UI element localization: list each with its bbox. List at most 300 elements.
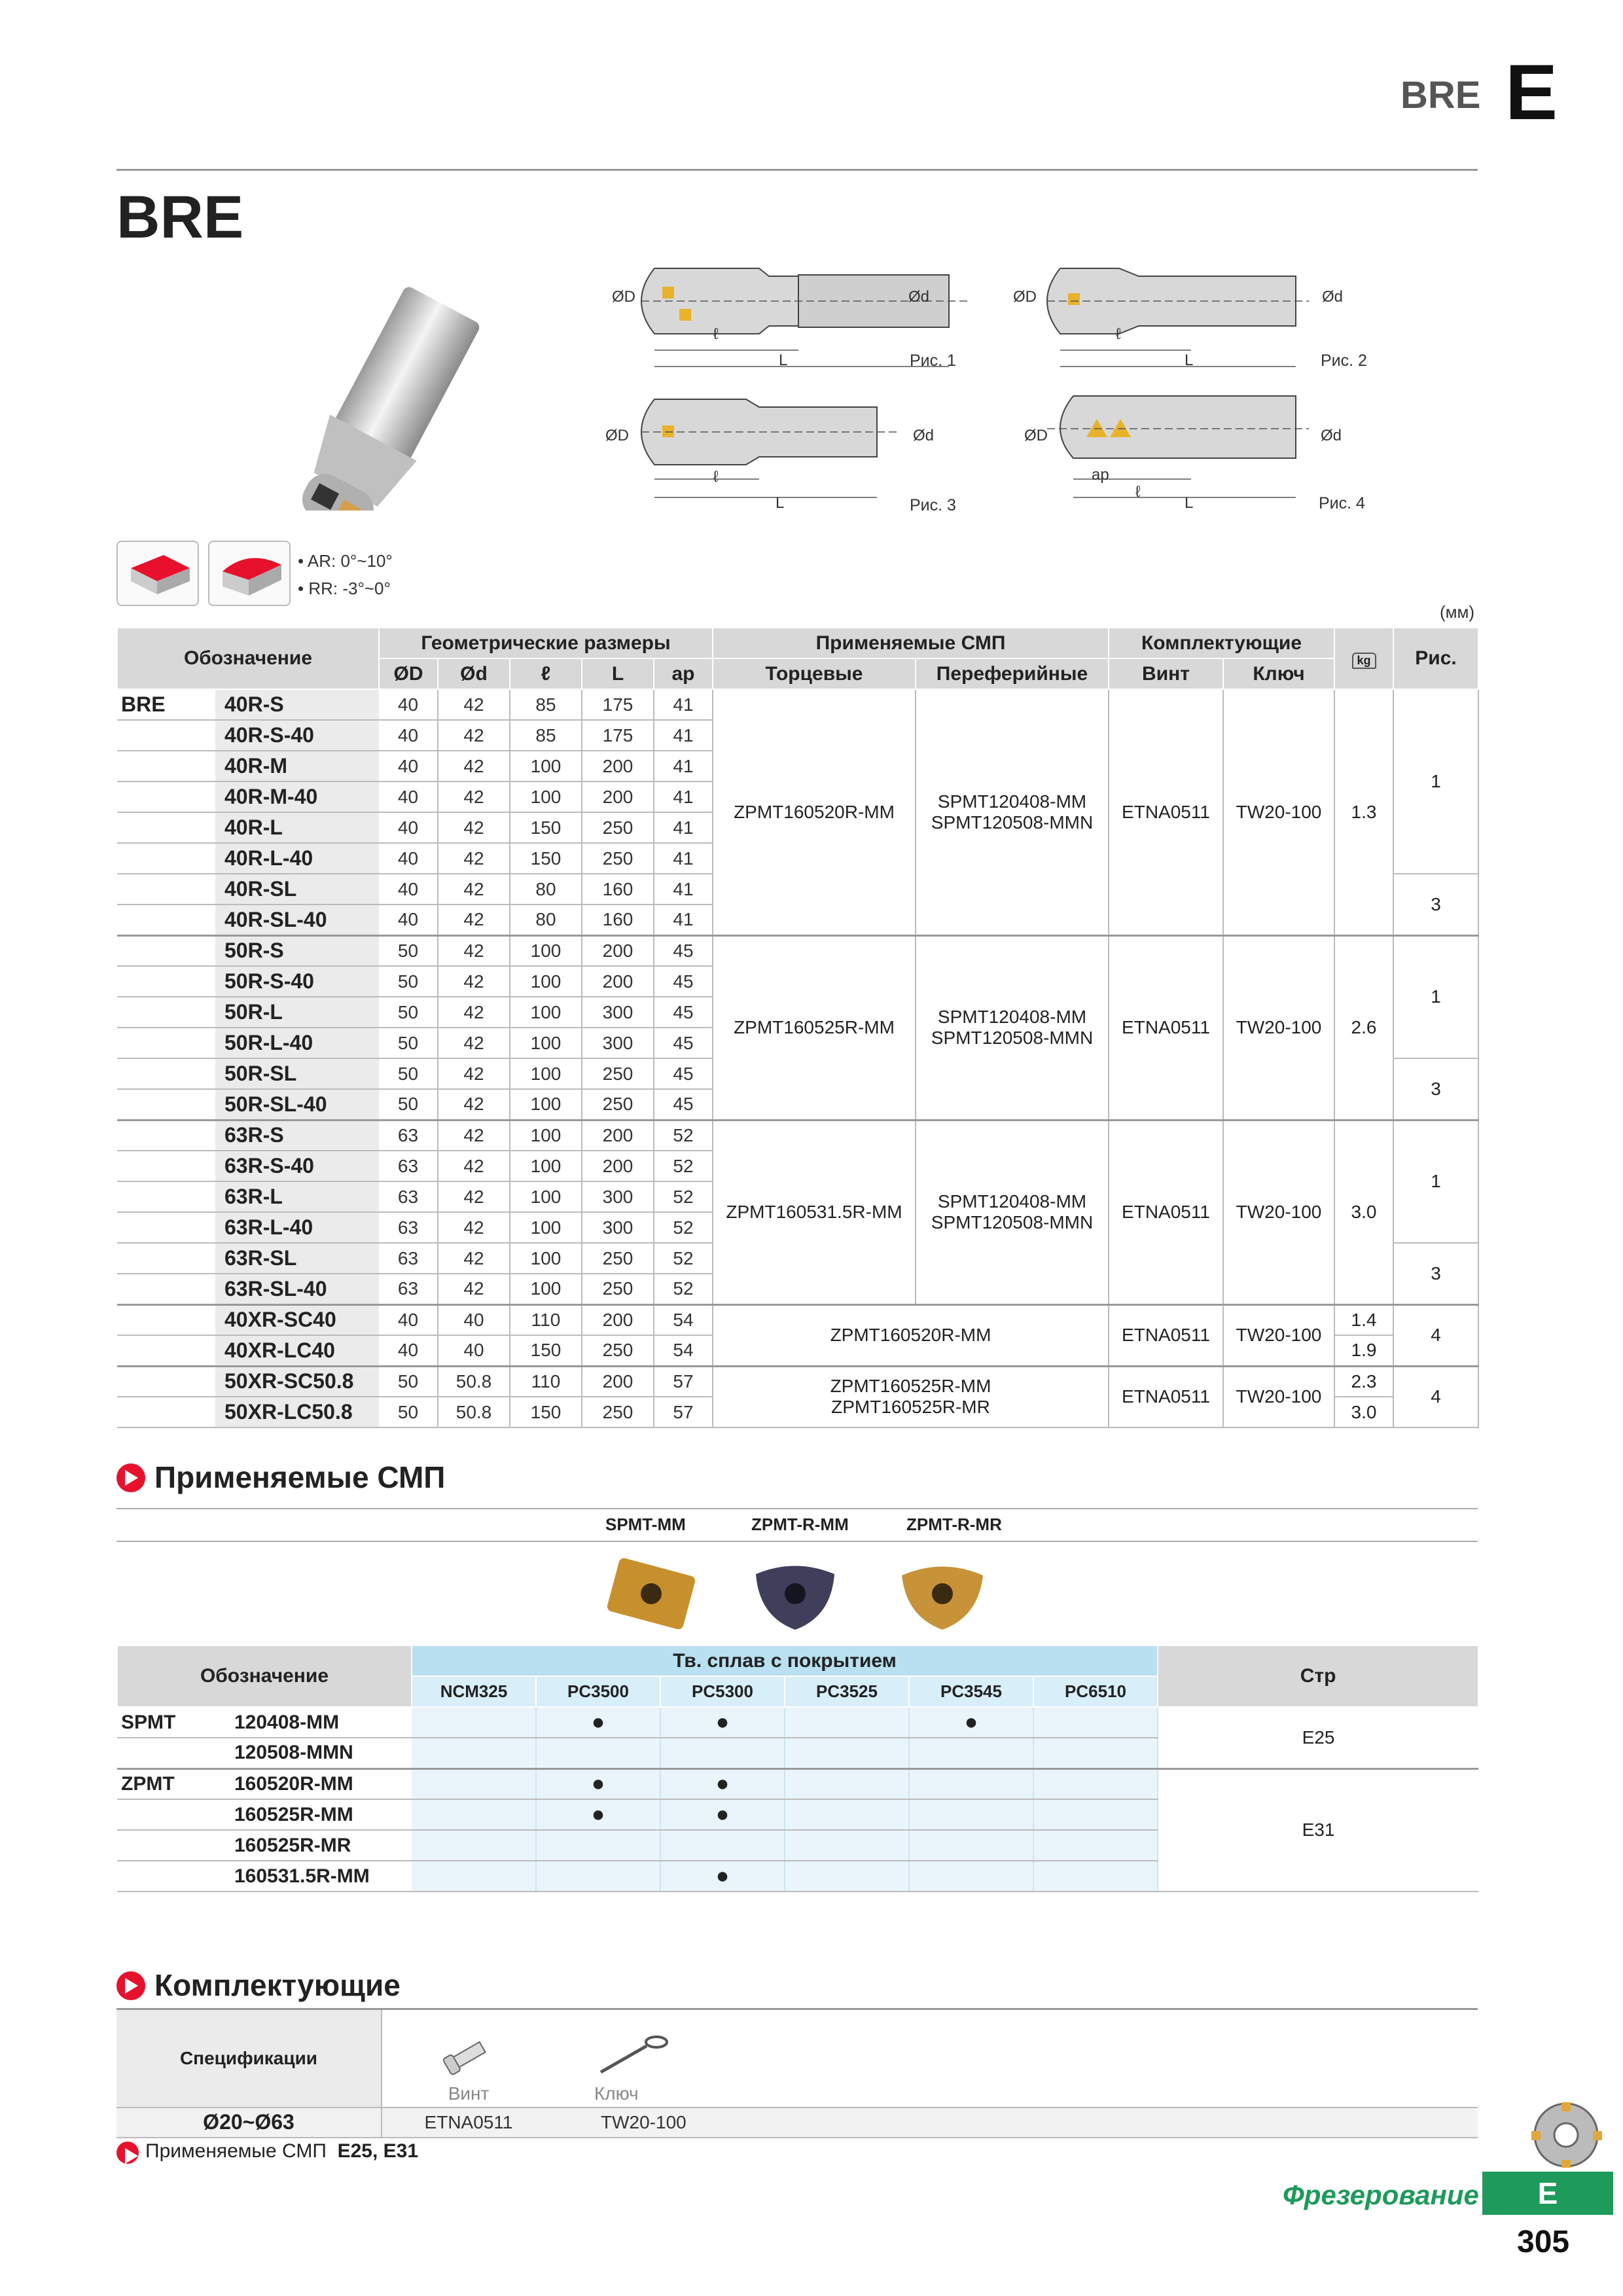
col-fig: Рис. [1393,628,1478,689]
row-series [117,843,215,874]
fig4-dim-L: L [1185,494,1194,512]
cell-D: 63 [379,1181,438,1212]
section-arrow-icon [116,1463,145,1492]
cell-L: 300 [582,997,654,1028]
grade-row-code: 160520R-MM [225,1768,412,1799]
acc-screw: ETNA0511 [382,2108,555,2138]
grade-cell [1033,1799,1158,1830]
fig2-dim-d: Ød [1322,288,1344,306]
row-code: 63R-SL-40 [215,1274,379,1304]
row-series [117,1120,215,1151]
cell-weight: 1.3 [1334,689,1393,935]
cell-ap: 41 [654,781,713,812]
cell-ap: 45 [654,935,713,966]
grade-col-page: Стр [1158,1645,1478,1707]
cell-L: 250 [582,1243,654,1274]
cell-d: 50.8 [438,1366,510,1397]
availability-dot: ● [715,1863,730,1888]
row-series [117,1274,215,1304]
grade-row-code: 120408-MM [225,1707,412,1738]
grade-cell [909,1861,1033,1892]
row-code: 50XR-LC50.8 [215,1397,379,1427]
row-series [117,812,215,843]
row-series [117,1397,215,1427]
cell-fig: 3 [1393,1243,1478,1304]
cell-l: 110 [510,1304,582,1335]
cell-l: 85 [510,720,582,751]
cell-L: 200 [582,966,654,997]
row-series [117,1304,215,1335]
cell-weight: 2.6 [1334,935,1393,1120]
grade-cell [1033,1738,1158,1768]
grade-row-code: 160525R-MM [225,1799,412,1830]
divider [116,1508,1478,1509]
cell-L: 250 [582,812,654,843]
cell-l: 100 [510,997,582,1028]
cell-D: 63 [379,1212,438,1243]
col-designation: Обозначение [117,628,379,689]
fig1-dim-L: L [779,351,788,369]
row-series [117,905,215,935]
section-tab: E [1482,2172,1613,2215]
row-series [117,874,215,905]
cell-l: 100 [510,1274,582,1304]
inserts-section-title: Применяемые СМП [154,1460,446,1494]
grade-cell [660,1768,785,1799]
grade-cell [1033,1768,1158,1799]
cell-L: 250 [582,1089,654,1120]
grade-row-code: 160531.5R-MM [225,1861,412,1892]
table-row [117,1768,1478,1799]
grade-row-series [117,1861,225,1892]
milling-cutter-icon [1517,2100,1615,2170]
row-series [117,1212,215,1243]
fig4-dim-d: Ød [1321,427,1342,444]
cell-screw: ETNA0511 [1109,1304,1223,1366]
cell-l: 85 [510,689,582,720]
screw-icon [439,2033,498,2079]
acc-spec-label: Спецификации [116,2009,382,2108]
cell-d: 42 [438,812,510,843]
footnote [145,2140,418,2162]
cell-l: 80 [510,905,582,935]
peri-insert-1: SPMT120408-MM [937,1007,1087,1027]
acc-key: TW20-100 [555,2108,1478,2138]
grade-cell [785,1830,909,1861]
grade-cell [660,1799,785,1830]
cell-D: 50 [379,935,438,966]
cell-fig: 3 [1393,1058,1478,1120]
cell-key: TW20-100 [1223,935,1334,1120]
main-spec-table [116,627,1479,1428]
cell-face-insert: ZPMT160520R-MM [713,689,916,935]
cell-l: 100 [510,781,582,812]
table-row [117,1304,1478,1335]
cell-D: 50 [379,1397,438,1427]
cell-ap: 57 [654,1366,713,1397]
angle-ar: • AR: 0°~10° [298,551,393,571]
grade-row-series [117,1799,225,1830]
cell-D: 40 [379,1335,438,1366]
cell-l: 100 [510,1058,582,1089]
cell-ap: 52 [654,1151,713,1181]
cell-l: 150 [510,843,582,874]
cell-weight: 3.0 [1334,1120,1393,1304]
row-series [117,751,215,781]
divider [116,1541,1478,1542]
cell-D: 50 [379,997,438,1028]
grade-cell [1033,1707,1158,1738]
fig3-dim-L: L [776,494,785,512]
row-code: 50R-S-40 [215,966,379,997]
cell-d: 42 [438,1028,510,1058]
fig1-dim-d: Ød [908,288,930,306]
row-code: 63R-L-40 [215,1212,379,1243]
col-geometry: Геометрические размеры [379,628,713,658]
row-code: 40R-S-40 [215,720,379,751]
row-series [117,1151,215,1181]
availability-dot: ● [715,1771,730,1797]
fig4-label: Рис. 4 [1319,494,1365,512]
cell-d: 42 [438,781,510,812]
cell-l: 100 [510,1028,582,1058]
cell-D: 50 [379,1366,438,1397]
col-accessories: Комплектующие [1109,628,1334,658]
row-code: 40R-S [215,689,379,720]
grade-cell [412,1861,536,1892]
cell-fig: 1 [1393,1120,1478,1243]
row-code: 40R-M-40 [215,781,379,812]
cell-d: 42 [438,843,510,874]
table-row [117,1120,1478,1151]
cell-L: 200 [582,781,654,812]
subcol-1: Ød [438,658,510,689]
subcol-7: Винт [1109,658,1223,689]
fig1-dim-D: ØD [612,288,635,306]
cell-l: 110 [510,1366,582,1397]
row-series [117,997,215,1028]
section-milling-label: Фрезерование [1283,2179,1479,2210]
cell-D: 40 [379,1304,438,1335]
cell-L: 300 [582,1028,654,1058]
cell-ap: 45 [654,1058,713,1089]
acc-range: Ø20~Ø63 [116,2108,382,2138]
axial-rake-icon [116,541,199,606]
cell-L: 250 [582,1397,654,1427]
grade-cell [785,1738,909,1768]
cell-key: TW20-100 [1223,689,1334,935]
row-series: BRE [117,689,215,720]
grade-row-code: 160525R-MR [225,1830,412,1861]
grade-row-series: SPMT [117,1707,225,1738]
row-series [117,781,215,812]
cell-d: 42 [438,1212,510,1243]
cell-D: 40 [379,781,438,812]
cell-d: 42 [438,905,510,935]
row-code: 40R-SL-40 [215,905,379,935]
peri-insert-2: SPMT120508-MMN [931,1028,1094,1048]
cell-l: 150 [510,1335,582,1366]
fig2-label: Рис. 2 [1321,351,1367,370]
cell-l: 150 [510,1397,582,1427]
cell-d: 42 [438,751,510,781]
cell-d: 40 [438,1304,510,1335]
subcol-8: Ключ [1223,658,1334,689]
row-series [117,1366,215,1397]
section-arrow-icon [116,1971,145,2000]
acc-key-label: Ключ [594,2083,639,2104]
cell-d: 42 [438,997,510,1028]
row-code: 50XR-SC50.8 [215,1366,379,1397]
grade-cell [412,1707,536,1738]
cell-d: 42 [438,1181,510,1212]
grade-cell [785,1799,909,1830]
table-row [117,689,1478,720]
weight-icon: kg [1352,653,1376,669]
peri-insert-2: SPMT120508-MMN [931,1212,1094,1232]
grade-cell [909,1799,1033,1830]
grade-page-spmt: E25 [1158,1707,1478,1768]
unit-label: (мм) [1440,602,1475,622]
cell-ap: 45 [654,966,713,997]
cell-L: 200 [582,751,654,781]
row-code: 50R-SL-40 [215,1089,379,1120]
cell-L: 175 [582,720,654,751]
fig2-dim-D: ØD [1013,288,1037,306]
cell-D: 50 [379,1028,438,1058]
tool-photo [164,249,504,511]
cell-d: 42 [438,720,510,751]
angle-rr: • RR: -3°~0° [298,579,391,598]
row-code: 63R-S [215,1120,379,1151]
grade-cell [660,1738,785,1768]
fig4-dim-D: ØD [1024,427,1048,444]
cell-ap: 52 [654,1181,713,1212]
cell-d: 42 [438,1151,510,1181]
cell-l: 100 [510,966,582,997]
grade-row-series [117,1830,225,1861]
cell-fig: 1 [1393,689,1478,874]
col-inserts: Применяемые СМП [713,628,1109,658]
grade-row-code: 120508-MMN [225,1738,412,1768]
grade-cell [1033,1830,1158,1861]
grade-0: NCM325 [412,1676,536,1707]
grade-col-coated: Тв. сплав с покрытием [412,1645,1158,1676]
cell-screw: ETNA0511 [1109,1120,1223,1304]
grade-2: PC5300 [660,1676,785,1707]
subcol-2: ℓ [510,658,582,689]
row-series [117,1089,215,1120]
grade-cell [536,1799,660,1830]
cell-L: 250 [582,843,654,874]
cell-ap: 45 [654,997,713,1028]
cell-d: 42 [438,874,510,905]
cell-ap: 41 [654,843,713,874]
cell-ap: 52 [654,1212,713,1243]
fig3-label: Рис. 3 [910,496,956,514]
cell-D: 40 [379,751,438,781]
availability-dot: ● [591,1710,605,1734]
fig1-label: Рис. 1 [910,351,956,370]
grade-cell [660,1707,785,1738]
row-code: 50R-L [215,997,379,1028]
cell-D: 63 [379,1243,438,1274]
cell-d: 42 [438,1089,510,1120]
grade-row-series: ZPMT [117,1768,225,1799]
row-series [117,966,215,997]
cell-L: 160 [582,874,654,905]
cell-L: 200 [582,1366,654,1397]
cell-D: 50 [379,1089,438,1120]
fig1-dim-l: ℓ [713,325,719,343]
grade-cell [909,1738,1033,1768]
grade-cell [536,1768,660,1799]
fig2-dim-l: ℓ [1116,325,1121,343]
row-code: 63R-S-40 [215,1151,379,1181]
cell-D: 40 [379,874,438,905]
cell-l: 100 [510,1120,582,1151]
cell-key: TW20-100 [1223,1120,1334,1304]
page-title: BRE [116,184,244,251]
subcol-3: L [582,658,654,689]
radial-rake-icon [208,541,291,606]
grade-cell [412,1830,536,1861]
cell-ap: 41 [654,689,713,720]
peri-insert-1: SPMT120408-MM [937,791,1087,812]
insert-1: ZPMT160525R-MM [830,1376,991,1397]
grade-1: PC3500 [536,1676,660,1707]
cell-L: 200 [582,1120,654,1151]
grade-cell [536,1830,660,1861]
cell-weight: 3.0 [1334,1397,1393,1427]
grade-cell [909,1768,1033,1799]
fig2-dim-L: L [1185,351,1194,369]
table-row [117,1366,1478,1397]
grade-cell [536,1738,660,1768]
cell-ap: 41 [654,720,713,751]
cell-face-insert: ZPMT160525R-MM [713,935,916,1120]
cell-fig: 3 [1393,874,1478,935]
row-code: 63R-L [215,1181,379,1212]
cell-screw: ETNA0511 [1109,935,1223,1120]
cell-D: 40 [379,689,438,720]
cell-L: 200 [582,1304,654,1335]
cell-L: 250 [582,1058,654,1089]
row-code: 50R-L-40 [215,1028,379,1058]
cell-ap: 52 [654,1274,713,1304]
row-series [117,1028,215,1058]
row-series [117,935,215,966]
cell-ap: 41 [654,751,713,781]
row-code: 40XR-LC40 [215,1335,379,1366]
cell-weight: 1.4 [1334,1304,1393,1335]
insert-type-zpmt-mm: ZPMT-R-MM [751,1515,849,1534]
grade-col-designation: Обозначение [117,1645,412,1707]
cell-peri-insert [916,689,1109,935]
cell-ap: 54 [654,1304,713,1335]
acc-screw-label: Винт [448,2083,490,2104]
grade-5: PC6510 [1033,1676,1158,1707]
grade-cell [660,1830,785,1861]
cell-d: 42 [438,966,510,997]
cell-peri-insert [916,935,1109,1120]
grade-page-zpmt: E31 [1158,1768,1478,1892]
cell-ap: 52 [654,1120,713,1151]
cell-ap: 45 [654,1028,713,1058]
footnote-arrow-icon [116,2142,139,2164]
grade-cell [909,1830,1033,1861]
cell-D: 63 [379,1274,438,1304]
availability-dot: ● [715,1710,730,1734]
cell-face-insert: ZPMT160531.5R-MM [713,1120,916,1304]
cell-insert [713,1366,1109,1427]
cell-d: 42 [438,935,510,966]
grade-cell [412,1738,536,1768]
table-row [117,935,1478,966]
cell-d: 42 [438,1243,510,1274]
cell-D: 50 [379,1058,438,1089]
grade-cell [785,1768,909,1799]
cell-D: 40 [379,812,438,843]
grade-cell [1033,1861,1158,1892]
cell-key: TW20-100 [1223,1304,1334,1366]
grade-cell [536,1707,660,1738]
cell-l: 100 [510,1243,582,1274]
grade-cell [536,1861,660,1892]
footnote-refs: E25, E31 [337,2140,419,2162]
grade-cell [660,1861,785,1892]
cell-D: 50 [379,966,438,997]
row-series [117,1181,215,1212]
grade-cell [412,1799,536,1830]
grade-4: PC3545 [909,1676,1033,1707]
availability-dot: ● [715,1802,730,1827]
subcol-4: ap [654,658,713,689]
cell-weight: 1.9 [1334,1335,1393,1366]
cell-L: 250 [582,1274,654,1304]
fig3-dim-D: ØD [605,427,629,444]
fig4-dim-ap: ap [1092,466,1109,484]
accessories-table [116,2008,1478,2138]
availability-dot: ● [591,1771,605,1797]
table-row [117,1707,1478,1738]
cell-L: 160 [582,905,654,935]
footnote-text: Применяемые СМП [145,2140,327,2162]
row-series [117,720,215,751]
cell-ap: 54 [654,1335,713,1366]
subcol-6: Переферийные [916,658,1109,689]
cell-d: 50.8 [438,1397,510,1427]
cell-l: 100 [510,1181,582,1212]
cell-weight: 2.3 [1334,1366,1393,1397]
fig4-dim-l: ℓ [1135,483,1141,501]
cell-l: 100 [510,751,582,781]
cell-fig: 1 [1393,935,1478,1058]
key-icon [594,2033,673,2079]
grade-table [116,1645,1479,1892]
cell-L: 300 [582,1212,654,1243]
cell-d: 42 [438,1058,510,1089]
cell-d: 42 [438,1120,510,1151]
cell-ap: 57 [654,1397,713,1427]
cell-D: 40 [379,905,438,935]
cell-l: 100 [510,1212,582,1243]
cell-l: 150 [510,812,582,843]
cell-L: 250 [582,1335,654,1366]
grade-row-series [117,1738,225,1768]
row-code: 40R-L [215,812,379,843]
row-code: 40R-SL [215,874,379,905]
